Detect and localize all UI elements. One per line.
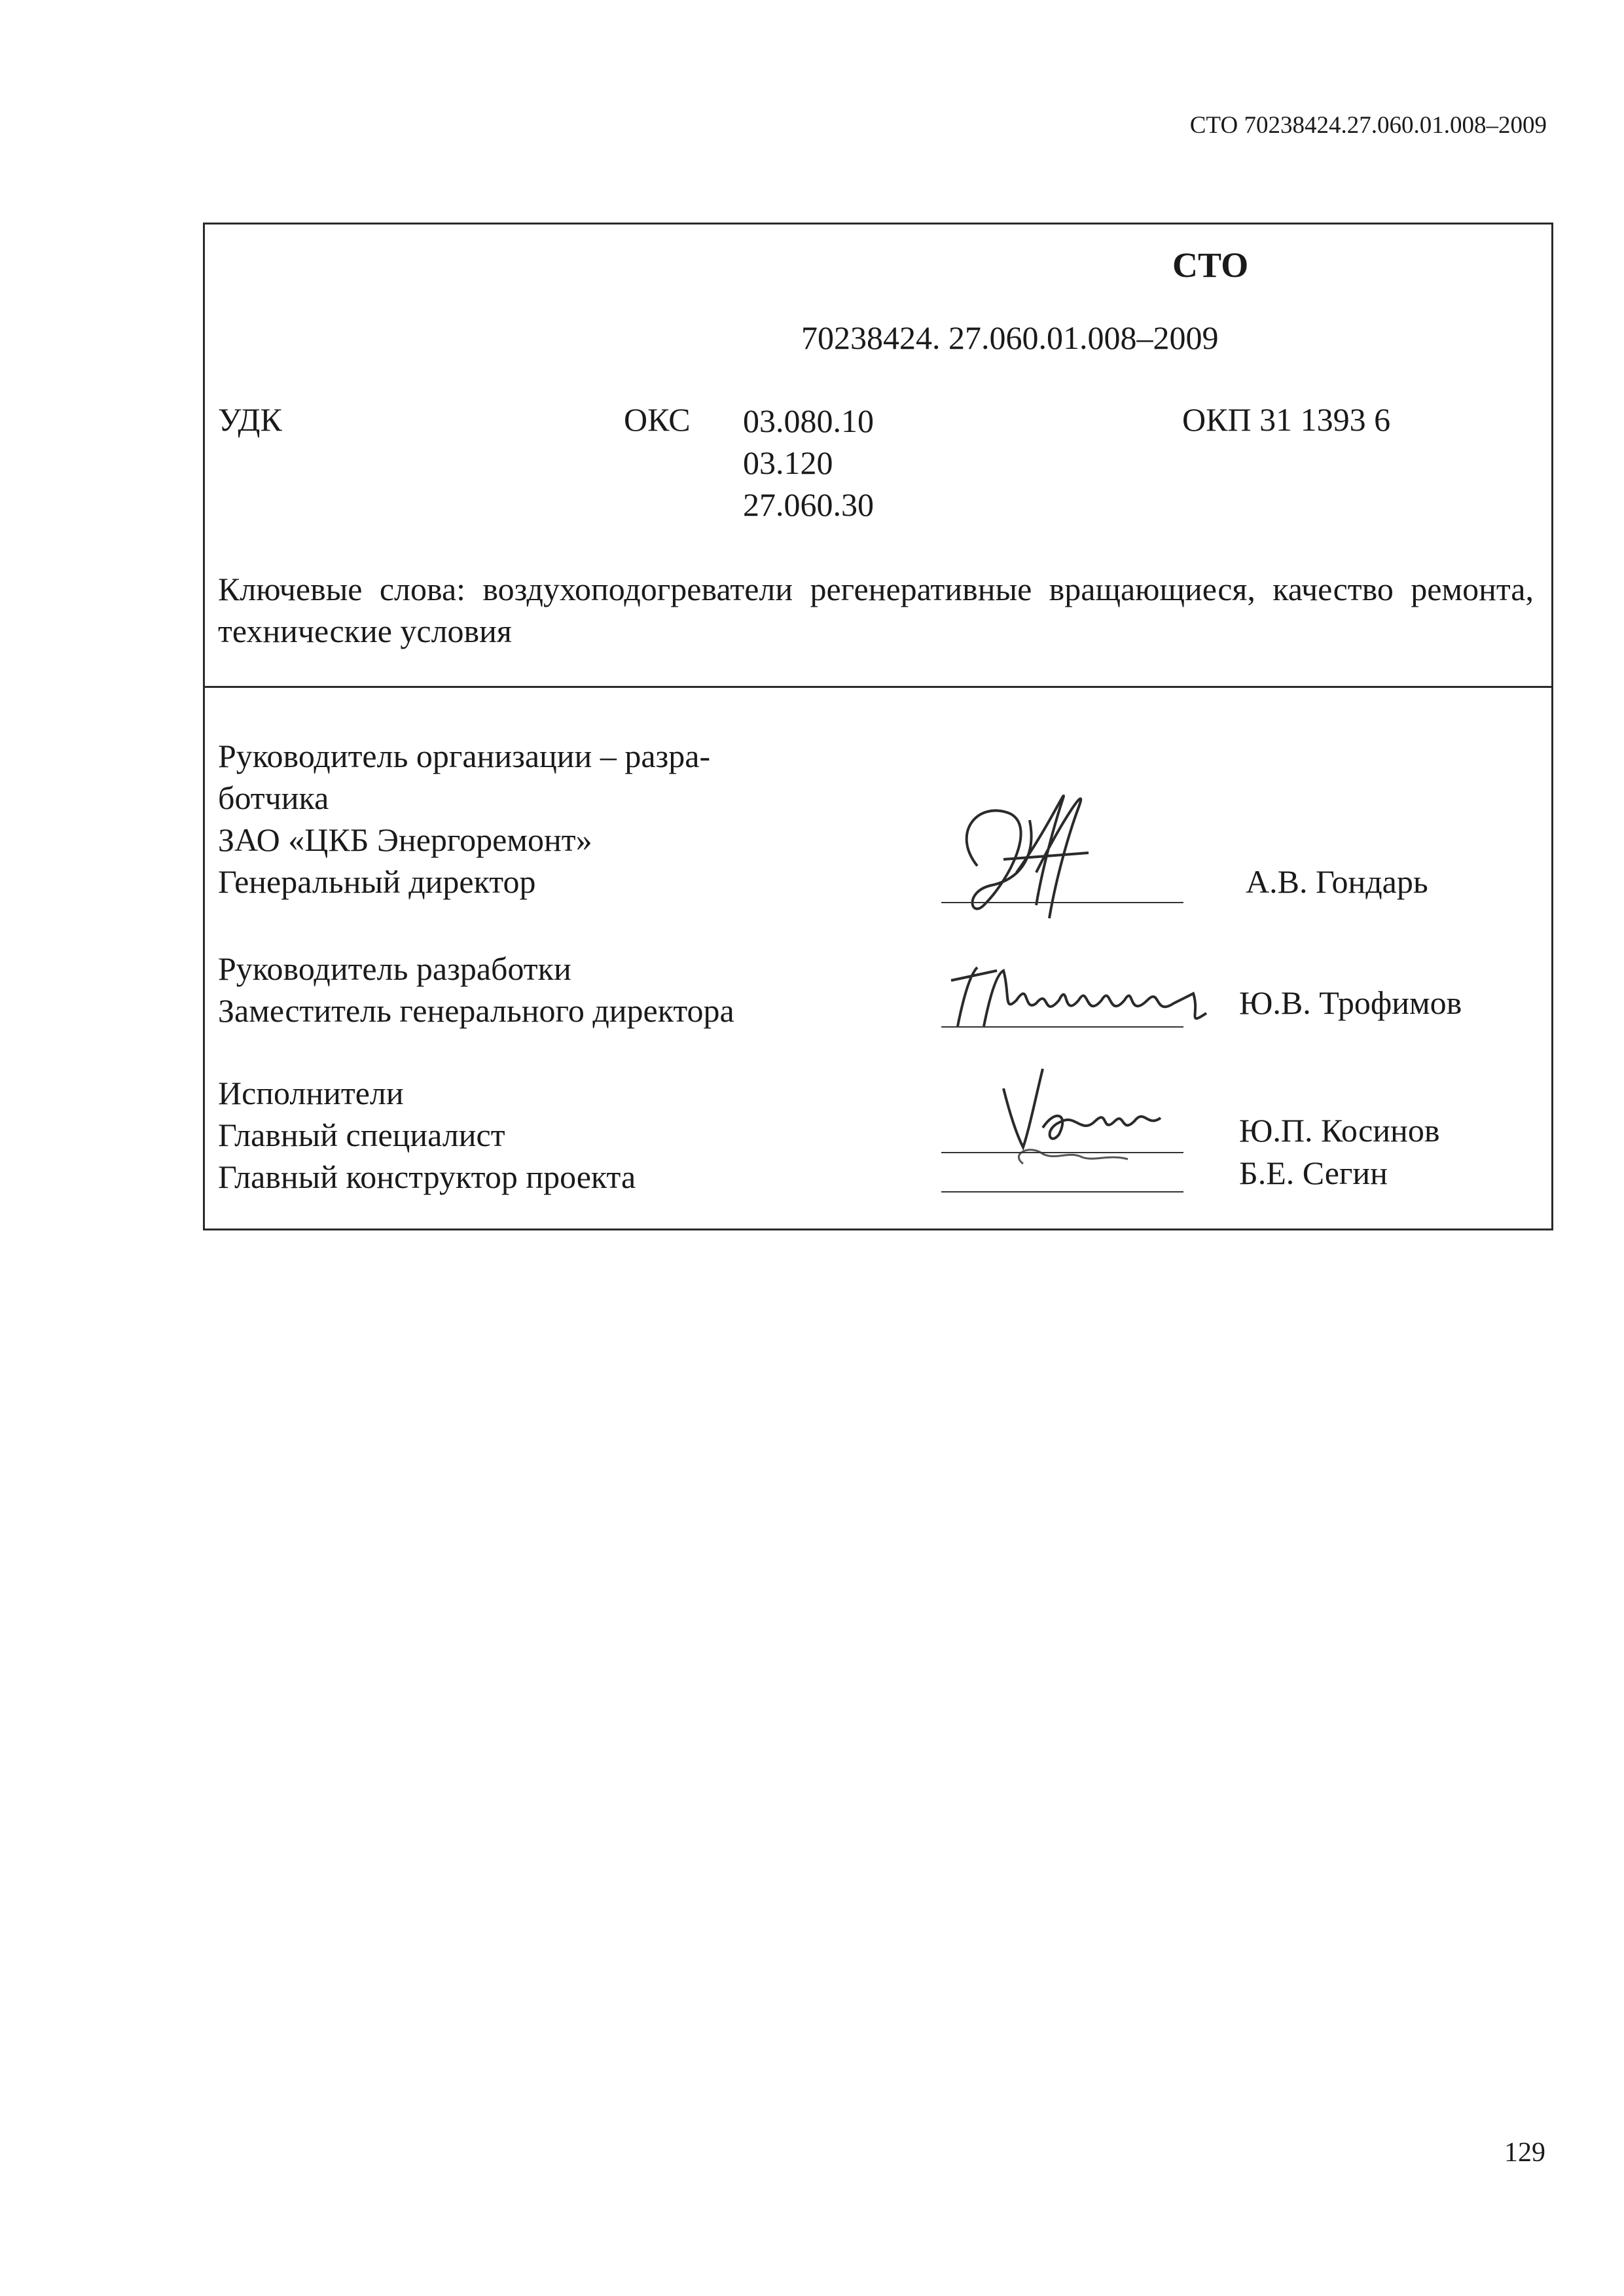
document-code-header: СТО 70238424.27.060.01.008–2009 [1189,112,1547,139]
standard-number: 70238424. 27.060.01.008–2009 [801,319,1219,356]
position-line: Главный специалист [218,1117,505,1153]
signatory-name: А.В. Гондарь [1246,863,1428,900]
position-line: Исполнители [218,1075,404,1111]
position-line: ботчика [218,780,329,816]
oks-code: 03.120 [743,444,833,481]
position-line: Руководитель разработки [218,950,571,987]
okp-code: ОКП 31 1393 6 [1182,401,1391,438]
page-number: 129 [1504,2138,1545,2168]
signature-kosinov [984,1062,1200,1174]
signature-line [941,1026,1183,1028]
oks-label: ОКС [624,401,691,438]
udk-label: УДК [218,401,282,438]
position-line: Руководитель организации – разра- [218,738,711,774]
oks-code: 27.060.30 [743,486,874,523]
bibliographic-card [203,223,1553,1230]
signatory-name: Ю.П. Косинов [1239,1112,1440,1149]
signatory-name: Ю.В. Трофимов [1239,984,1462,1021]
oks-codes [743,400,874,526]
signature-line [941,1152,1183,1153]
signature-line [941,1191,1183,1193]
signatory-name: Б.Е. Сегин [1239,1155,1388,1191]
signature-gondar [938,774,1108,931]
position-line: Генеральный директор [218,863,536,900]
standard-title: СТО [1172,245,1249,285]
signature-line [941,902,1183,903]
section-divider [205,686,1551,688]
keywords: Ключевые слова: воздухоподогреватели регенеративные вращающиеся, качество ремонта, технические условия [218,571,1534,649]
position-line: Главный конструктор проекта [218,1158,636,1195]
org-head-position [218,735,710,903]
oks-code: 03.080.10 [743,403,874,439]
position-line: ЗАО «ЦКБ Энергоремонт» [218,821,592,858]
dev-head-position [218,948,734,1031]
executors-positions [218,1072,636,1198]
position-line: Заместитель генерального директора [218,992,734,1029]
